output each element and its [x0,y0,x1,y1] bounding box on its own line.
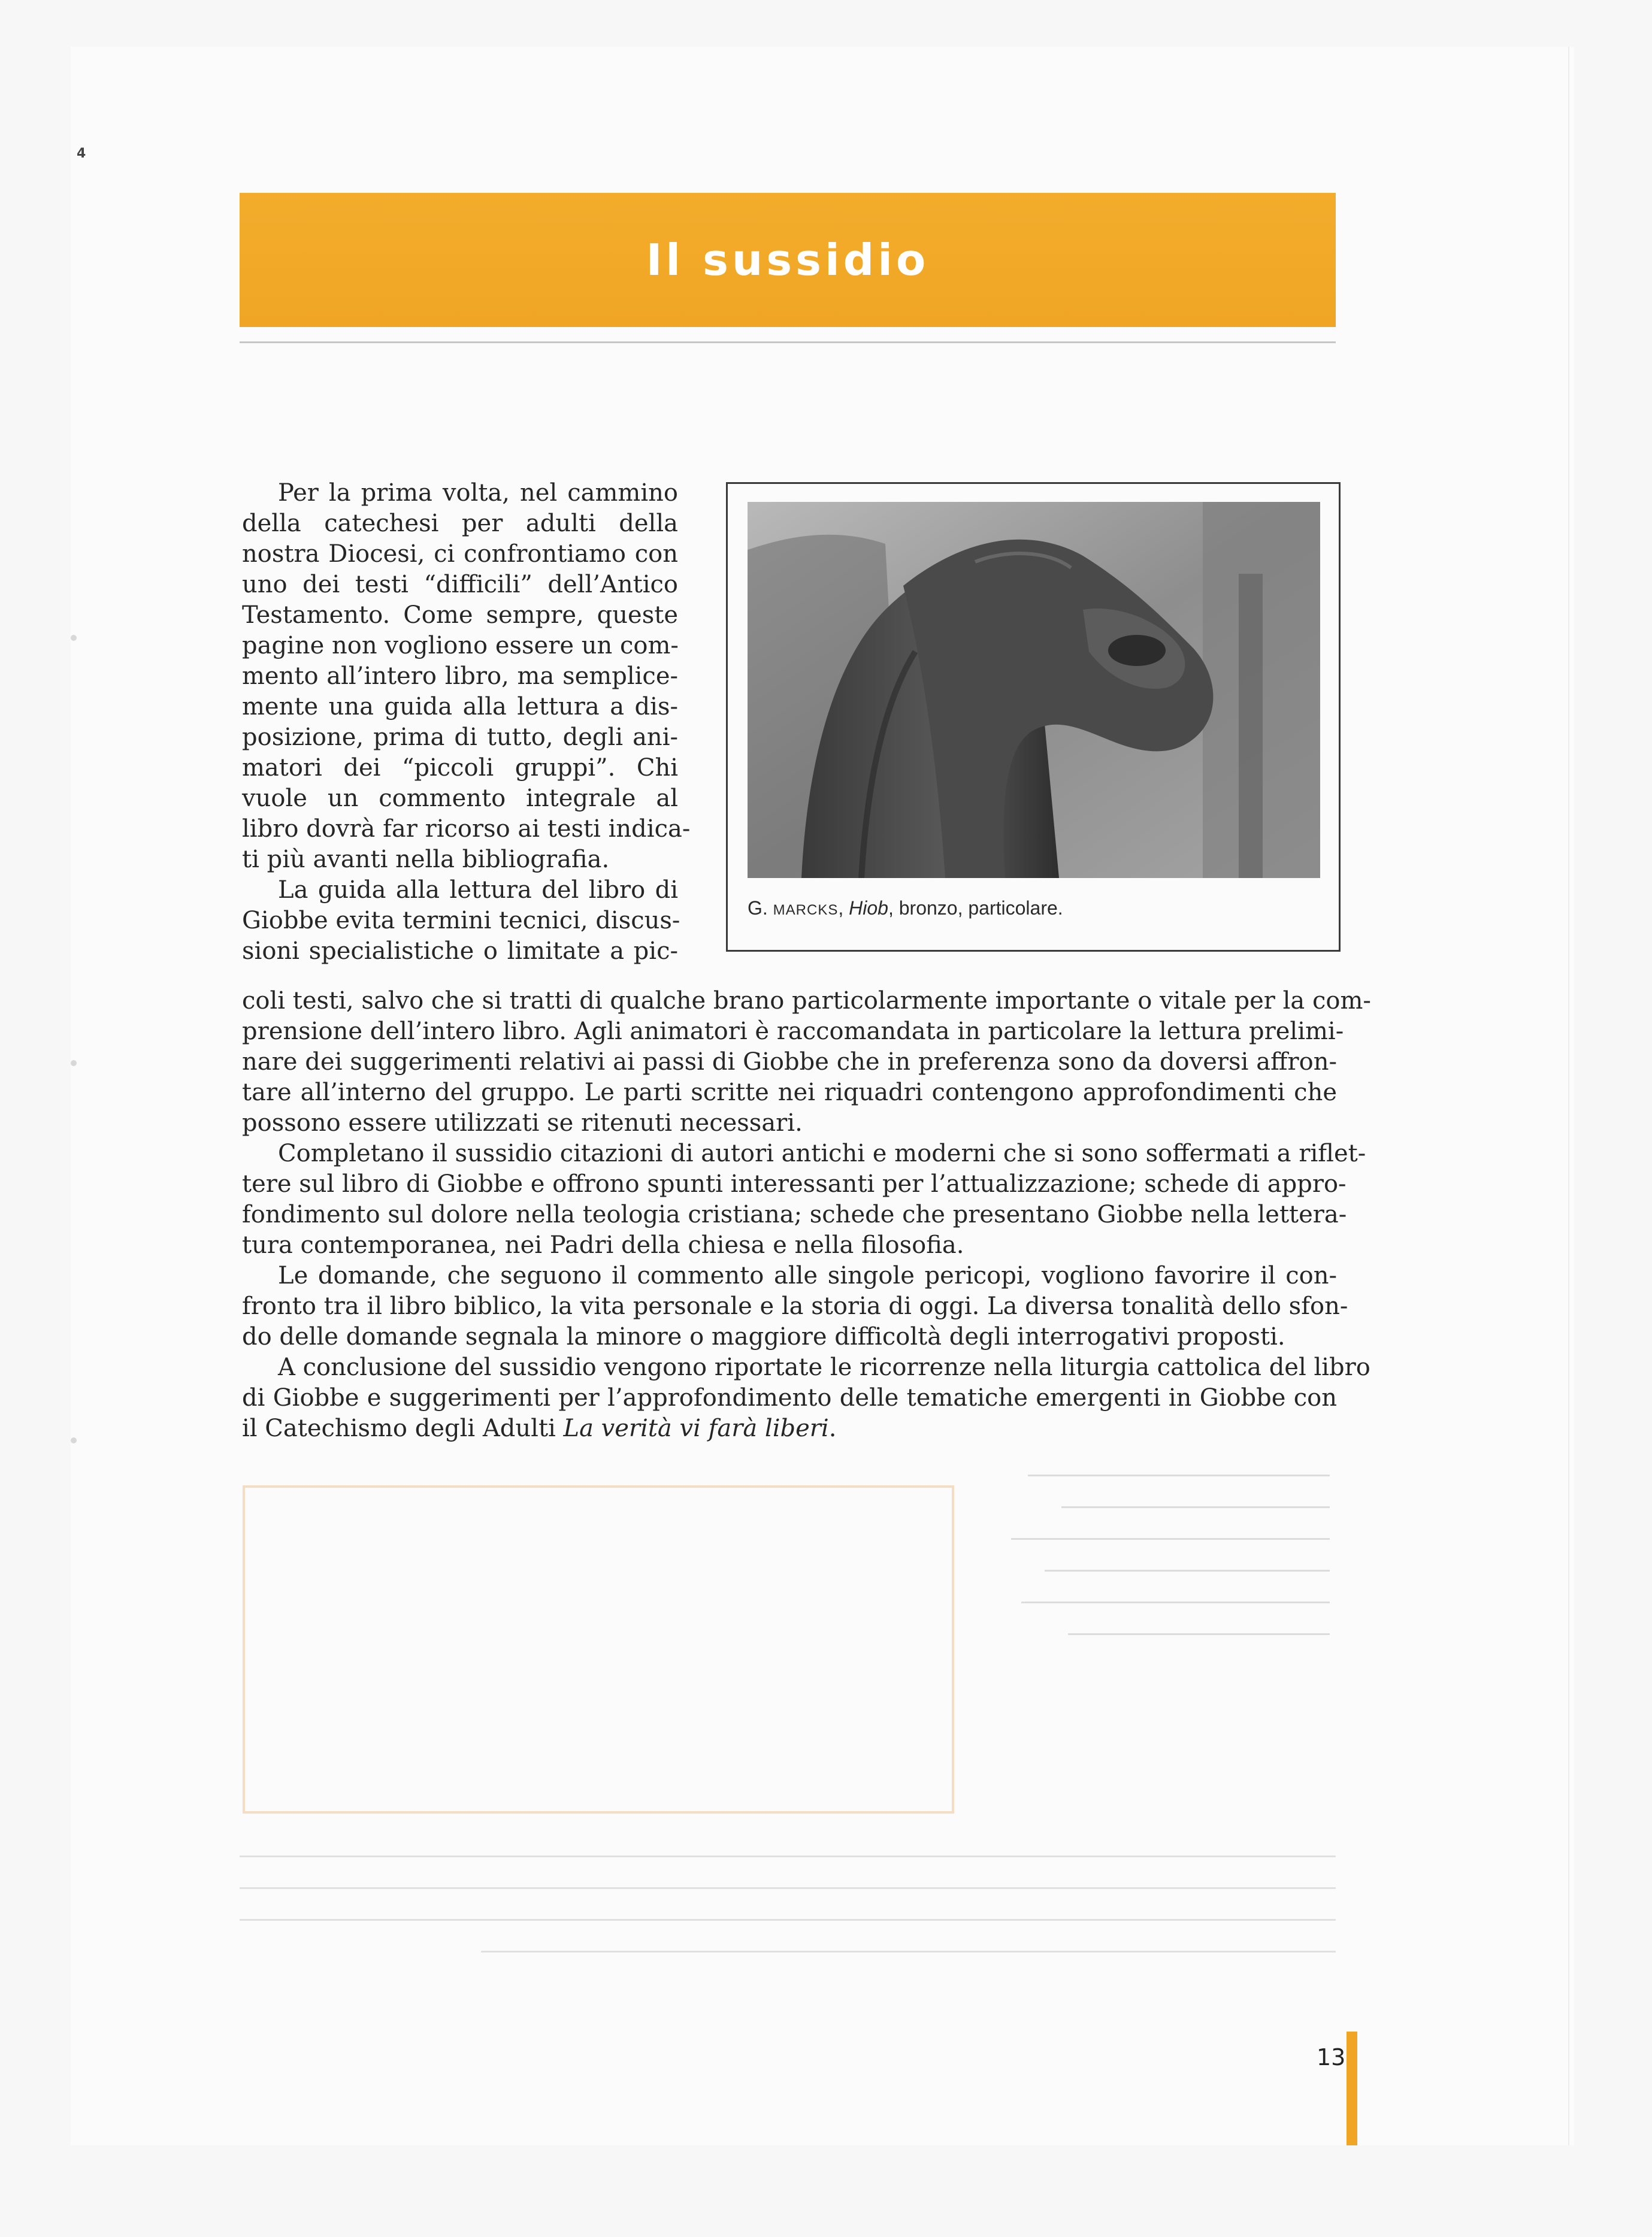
text-line: vuole un commento integrale al [242,785,678,812]
text-line: Le domande, che seguono il commento alle singole pericopi, vogliono favorire il con- [278,1262,1337,1289]
book-title: La verità vi farà liberi [563,1415,829,1442]
title-rule [240,341,1336,343]
paragraph-3 [242,1139,1366,1261]
text-line: possono essere utilizzati se ritenuti necessari. [242,1109,803,1137]
text-line: della catechesi per adulti della [242,510,678,537]
text-line: do delle domande segnala la minore o maggiore difficoltà degli interrogativi proposti. [242,1323,1285,1351]
text-line: Per la prima volta, nel cammino [278,479,678,507]
text-line: coli testi, salvo che si tratti di qualche brano particolarmente importante o vitale per la com- [242,987,1371,1015]
text-line: uno dei testi “difficili” dell’Antico [242,571,678,598]
text-line: nare dei suggerimenti relativi ai passi di Giobbe che in preferenza sono da doversi affron- [242,1048,1337,1076]
text-line: Giobbe evita termini tecnici, discus- [242,907,680,934]
sculpture-image [748,502,1320,878]
punch-hole [71,635,77,641]
text-segment: il Catechismo degli Adulti [242,1415,564,1442]
text-line: tura contemporanea, nei Padri della chiesa e nella filosofia. [242,1231,964,1259]
caption-work-title: Hiob [849,897,888,919]
page-number: 13 [1317,2044,1346,2070]
text-line: sioni specialistiche o limitate a pic- [242,937,678,965]
text-line: prensione dell’intero libro. Agli animatori è raccomandata in particolare la lettura prelimi- [242,1018,1344,1045]
paragraph-2-continued [242,986,1371,1139]
paragraph-4 [242,1261,1348,1352]
punch-hole [71,1437,77,1443]
text-line: mento all’intero libro, ma semplice- [242,662,678,690]
sculpture-photo [748,502,1320,878]
text-line: fronto tra il libro biblico, la vita personale e la storia di oggi. La diversa tonalità dello sfon- [242,1292,1348,1320]
scan-edge [1568,47,1569,2145]
text-line: mente una guida alla lettura a dis- [242,693,678,721]
paragraph-5 [242,1352,1370,1444]
caption-rest: , bronzo, particolare. [888,897,1063,919]
text-line: Testamento. Come sempre, queste [242,601,678,629]
figure-box [726,482,1341,952]
text-line: libro dovrà far ricorso ai testi indica- [242,815,691,843]
text-line: La guida alla lettura del libro di [278,876,678,904]
show-through-ghost [994,1461,1330,1725]
text-line: A conclusione del sussidio vengono riportate le ricorrenze nella liturgia cattolica del libro [278,1354,1370,1381]
show-through-ghost [240,1845,1336,1988]
text-line: fondimento sul dolore nella teologia cristiana; schede che presentano Giobbe nella lettera- [242,1201,1347,1228]
caption-author-initial: G. [748,897,773,919]
text-segment: . [828,1415,837,1442]
text-line: pagine non vogliono essere un com- [242,632,679,659]
show-through-box [243,1485,954,1814]
punch-hole [71,1060,77,1066]
text-line: Completano il sussidio citazioni di autori antichi e moderni che si sono soffermati a riflet- [278,1140,1366,1167]
text-line: tere sul libro di Giobbe e offrono spunti interessanti per l’attualizzazione; schede di appro- [242,1170,1347,1198]
text-line: di Giobbe e suggerimenti per l’approfondimento delle tematiche emergenti in Giobbe con [242,1384,1337,1412]
text-line: matori dei “piccoli gruppi”. Chi [242,754,678,782]
caption-author-name: MARCKS [773,902,839,918]
text-line: nostra Diocesi, ci confrontiamo con [242,540,678,568]
text-line: tare all’interno del gruppo. Le parti scritte nei riquadri contengono approfondimenti che [242,1079,1337,1106]
title-banner [240,193,1336,327]
paragraph-1 [242,478,691,967]
text-line: posizione, prima di tutto, degli ani- [242,724,678,751]
corner-number: 4 [77,146,86,161]
text-line: ti più avanti nella bibliografia. [242,846,610,873]
figure-caption: G. MARCKS, Hiob, bronzo, particolare. [748,897,1063,919]
page-tab-marker [1347,2032,1357,2145]
page-title: Il sussidio [646,235,930,285]
text-line-final [242,1413,1337,1444]
